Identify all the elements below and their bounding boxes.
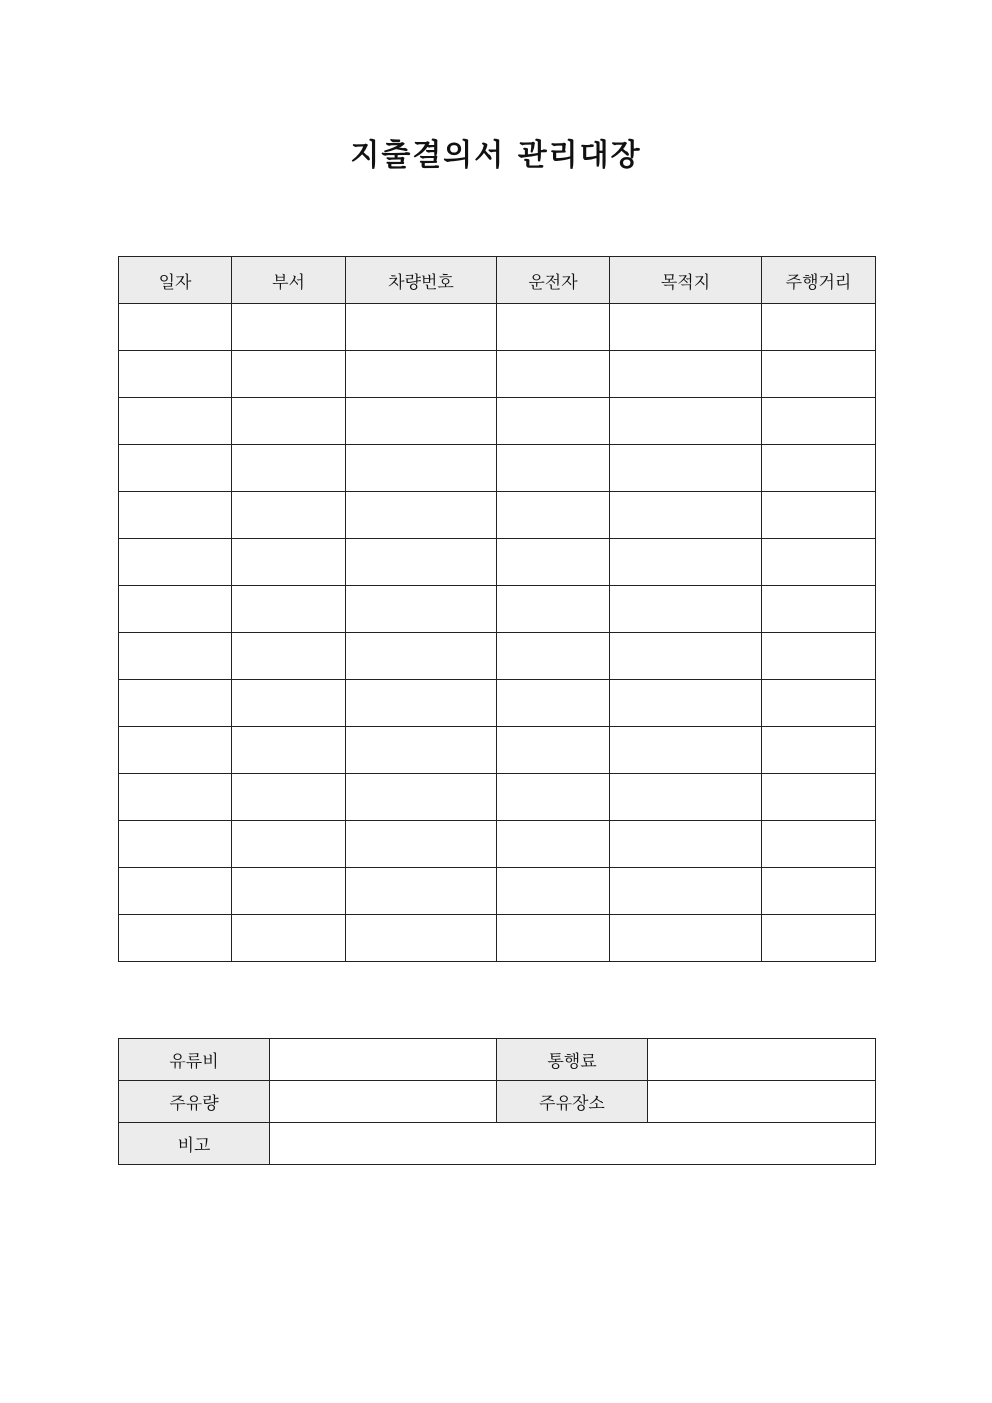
date-cell[interactable]	[119, 821, 232, 868]
summary-row-cost	[119, 1039, 876, 1081]
driver-cell[interactable]	[497, 633, 610, 680]
destination-cell[interactable]	[610, 304, 762, 351]
department-cell[interactable]	[232, 915, 346, 962]
table-row	[119, 445, 876, 492]
driver-cell[interactable]	[497, 398, 610, 445]
date-cell[interactable]	[119, 492, 232, 539]
table-row	[119, 915, 876, 962]
distance-cell[interactable]	[762, 633, 876, 680]
date-cell[interactable]	[119, 868, 232, 915]
distance-cell[interactable]	[762, 539, 876, 586]
table-header-row	[119, 257, 876, 304]
driver-cell[interactable]	[497, 304, 610, 351]
date-cell[interactable]	[119, 539, 232, 586]
toll-label: 통행료	[497, 1039, 648, 1081]
vehicle-number-cell[interactable]	[346, 304, 497, 351]
remarks-value-cell[interactable]	[270, 1123, 876, 1165]
date-cell[interactable]	[119, 727, 232, 774]
destination-cell[interactable]	[610, 868, 762, 915]
date-cell[interactable]	[119, 351, 232, 398]
department-cell[interactable]	[232, 304, 346, 351]
column-header-department: 부서	[232, 257, 346, 304]
date-cell[interactable]	[119, 586, 232, 633]
vehicle-number-cell[interactable]	[346, 398, 497, 445]
driver-cell[interactable]	[497, 445, 610, 492]
vehicle-number-cell[interactable]	[346, 351, 497, 398]
destination-cell[interactable]	[610, 398, 762, 445]
date-cell[interactable]	[119, 915, 232, 962]
driver-cell[interactable]	[497, 868, 610, 915]
vehicle-number-cell[interactable]	[346, 539, 497, 586]
distance-cell[interactable]	[762, 398, 876, 445]
destination-cell[interactable]	[610, 633, 762, 680]
vehicle-number-cell[interactable]	[346, 445, 497, 492]
destination-cell[interactable]	[610, 821, 762, 868]
fuel-cost-label: 유류비	[119, 1039, 270, 1081]
driver-cell[interactable]	[497, 727, 610, 774]
department-cell[interactable]	[232, 445, 346, 492]
driver-cell[interactable]	[497, 821, 610, 868]
driver-cell[interactable]	[497, 774, 610, 821]
expense-summary-table	[118, 1038, 876, 1165]
table-row	[119, 680, 876, 727]
driver-cell[interactable]	[497, 586, 610, 633]
fuel-amount-label: 주유량	[119, 1081, 270, 1123]
table-row	[119, 821, 876, 868]
driver-cell[interactable]	[497, 539, 610, 586]
distance-cell[interactable]	[762, 727, 876, 774]
driver-cell[interactable]	[497, 915, 610, 962]
distance-cell[interactable]	[762, 774, 876, 821]
vehicle-number-cell[interactable]	[346, 633, 497, 680]
distance-cell[interactable]	[762, 351, 876, 398]
vehicle-log-table	[118, 256, 876, 962]
date-cell[interactable]	[119, 445, 232, 492]
summary-row-remarks	[119, 1123, 876, 1165]
department-cell[interactable]	[232, 398, 346, 445]
vehicle-number-cell[interactable]	[346, 680, 497, 727]
distance-cell[interactable]	[762, 586, 876, 633]
distance-cell[interactable]	[762, 868, 876, 915]
destination-cell[interactable]	[610, 680, 762, 727]
distance-cell[interactable]	[762, 304, 876, 351]
fuel-cost-value-cell[interactable]	[270, 1039, 497, 1081]
vehicle-number-cell[interactable]	[346, 727, 497, 774]
department-cell[interactable]	[232, 351, 346, 398]
table-row	[119, 492, 876, 539]
department-cell[interactable]	[232, 680, 346, 727]
driver-cell[interactable]	[497, 680, 610, 727]
distance-cell[interactable]	[762, 492, 876, 539]
destination-cell[interactable]	[610, 492, 762, 539]
destination-cell[interactable]	[610, 445, 762, 492]
column-header-destination: 목적지	[610, 257, 762, 304]
distance-cell[interactable]	[762, 680, 876, 727]
destination-cell[interactable]	[610, 351, 762, 398]
date-cell[interactable]	[119, 774, 232, 821]
vehicle-number-cell[interactable]	[346, 915, 497, 962]
table-row	[119, 774, 876, 821]
department-cell[interactable]	[232, 774, 346, 821]
remarks-label: 비고	[119, 1123, 270, 1165]
table-row	[119, 304, 876, 351]
department-cell[interactable]	[232, 492, 346, 539]
driver-cell[interactable]	[497, 351, 610, 398]
department-cell[interactable]	[232, 727, 346, 774]
destination-cell[interactable]	[610, 774, 762, 821]
date-cell[interactable]	[119, 680, 232, 727]
column-header-vehicle-number: 차량번호	[346, 257, 497, 304]
distance-cell[interactable]	[762, 445, 876, 492]
table-row	[119, 351, 876, 398]
destination-cell[interactable]	[610, 727, 762, 774]
vehicle-number-cell[interactable]	[346, 492, 497, 539]
toll-value-cell[interactable]	[648, 1039, 876, 1081]
column-header-date: 일자	[119, 257, 232, 304]
date-cell[interactable]	[119, 304, 232, 351]
department-cell[interactable]	[232, 633, 346, 680]
department-cell[interactable]	[232, 868, 346, 915]
column-header-distance: 주행거리	[762, 257, 876, 304]
date-cell[interactable]	[119, 398, 232, 445]
fuel-place-value-cell[interactable]	[648, 1081, 876, 1123]
document-title: 지출결의서 관리대장	[350, 138, 642, 173]
department-cell[interactable]	[232, 586, 346, 633]
date-cell[interactable]	[119, 633, 232, 680]
department-cell[interactable]	[232, 539, 346, 586]
distance-cell[interactable]	[762, 821, 876, 868]
fuel-amount-value-cell[interactable]	[270, 1081, 497, 1123]
driver-cell[interactable]	[497, 492, 610, 539]
vehicle-number-cell[interactable]	[346, 586, 497, 633]
table-row	[119, 398, 876, 445]
table-row	[119, 868, 876, 915]
department-cell[interactable]	[232, 821, 346, 868]
table-row	[119, 727, 876, 774]
vehicle-number-cell[interactable]	[346, 868, 497, 915]
destination-cell[interactable]	[610, 586, 762, 633]
table-row	[119, 539, 876, 586]
table-row	[119, 586, 876, 633]
column-header-driver: 운전자	[497, 257, 610, 304]
vehicle-number-cell[interactable]	[346, 774, 497, 821]
distance-cell[interactable]	[762, 915, 876, 962]
destination-cell[interactable]	[610, 915, 762, 962]
table-row	[119, 633, 876, 680]
summary-row-fuel	[119, 1081, 876, 1123]
fuel-place-label: 주유장소	[497, 1081, 648, 1123]
table-body	[119, 304, 876, 962]
destination-cell[interactable]	[610, 539, 762, 586]
vehicle-number-cell[interactable]	[346, 821, 497, 868]
